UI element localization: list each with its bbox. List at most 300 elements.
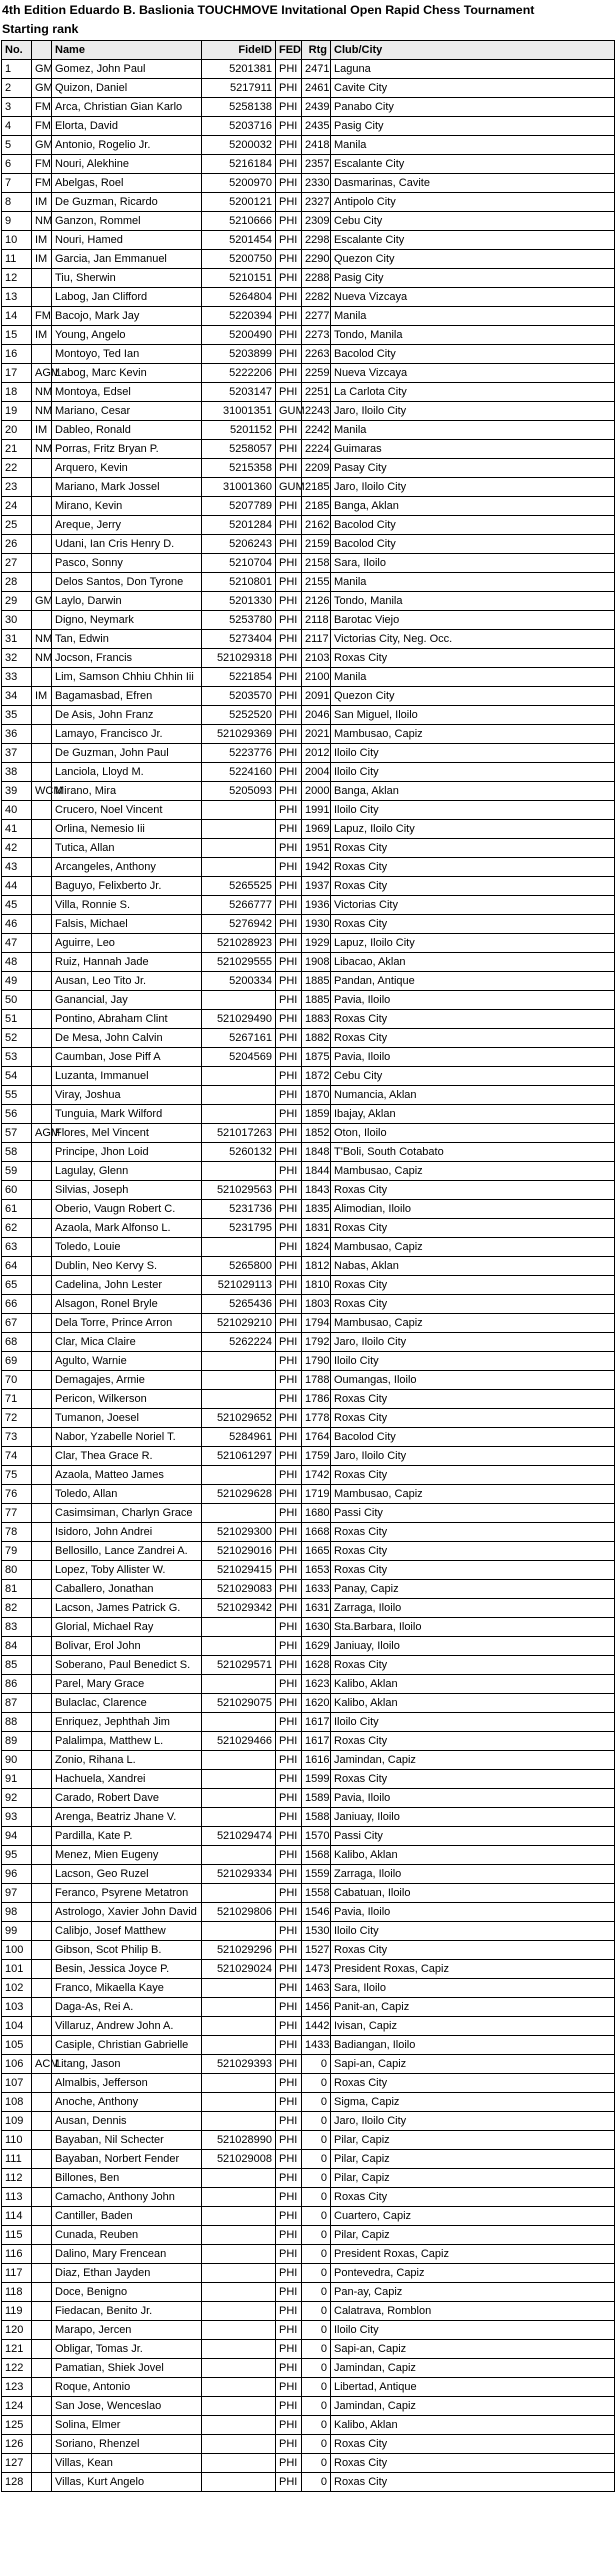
cell-name: Bagamasbad, Efren xyxy=(52,687,202,706)
cell-title xyxy=(32,2074,52,2093)
cell-fideid: 5207789 xyxy=(202,497,276,516)
table-row xyxy=(2,687,615,706)
cell-fed: PHI xyxy=(276,1067,302,1086)
cell-title xyxy=(32,1789,52,1808)
cell-rating: 1937 xyxy=(302,877,331,896)
table-row xyxy=(2,98,615,117)
cell-club-city: Escalante City xyxy=(331,155,615,174)
cell-club-city: Sta.Barbara, Iloilo xyxy=(331,1618,615,1637)
cell-name: Ganzon, Rommel xyxy=(52,212,202,231)
table-row xyxy=(2,1162,615,1181)
cell-fed: GUM xyxy=(276,478,302,497)
cell-number: 37 xyxy=(2,744,32,763)
cell-fed: PHI xyxy=(276,649,302,668)
cell-name: Pamatian, Shiek Jovel xyxy=(52,2359,202,2378)
cell-club-city: President Roxas, Capiz xyxy=(331,1960,615,1979)
cell-name: De Asis, John Franz xyxy=(52,706,202,725)
cell-rating: 0 xyxy=(302,2131,331,2150)
cell-name: Aguirre, Leo xyxy=(52,934,202,953)
cell-title xyxy=(32,1656,52,1675)
cell-club-city: Dasmarinas, Cavite xyxy=(331,174,615,193)
table-row xyxy=(2,592,615,611)
cell-fideid: 5273404 xyxy=(202,630,276,649)
cell-name: Tumanon, Joesel xyxy=(52,1409,202,1428)
table-row xyxy=(2,1295,615,1314)
cell-club-city: Numancia, Aklan xyxy=(331,1086,615,1105)
cell-fed: PHI xyxy=(276,706,302,725)
cell-number: 61 xyxy=(2,1200,32,1219)
cell-name: Azaola, Matteo James xyxy=(52,1466,202,1485)
cell-fideid: 5265525 xyxy=(202,877,276,896)
cell-number: 40 xyxy=(2,801,32,820)
table-row xyxy=(2,2397,615,2416)
cell-title xyxy=(32,478,52,497)
cell-title xyxy=(32,1105,52,1124)
cell-fideid: 5201454 xyxy=(202,231,276,250)
cell-fed: PHI xyxy=(276,2321,302,2340)
cell-number: 8 xyxy=(2,193,32,212)
cell-name: Viray, Joshua xyxy=(52,1086,202,1105)
cell-name: San Jose, Wenceslao xyxy=(52,2397,202,2416)
cell-number: 86 xyxy=(2,1675,32,1694)
cell-number: 93 xyxy=(2,1808,32,1827)
cell-fed: PHI xyxy=(276,592,302,611)
cell-rating: 1742 xyxy=(302,1466,331,1485)
cell-title xyxy=(32,725,52,744)
cell-fideid: 521029008 xyxy=(202,2150,276,2169)
cell-fed: PHI xyxy=(276,1808,302,1827)
cell-number: 48 xyxy=(2,953,32,972)
cell-fideid xyxy=(202,2359,276,2378)
table-row xyxy=(2,345,615,364)
cell-fed: PHI xyxy=(276,174,302,193)
cell-name: Villa, Ronnie S. xyxy=(52,896,202,915)
cell-name: Franco, Mikaella Kaye xyxy=(52,1979,202,1998)
cell-number: 19 xyxy=(2,402,32,421)
cell-fed: PHI xyxy=(276,896,302,915)
cell-number: 63 xyxy=(2,1238,32,1257)
cell-title xyxy=(32,1257,52,1276)
cell-fed: PHI xyxy=(276,2093,302,2112)
table-row xyxy=(2,1428,615,1447)
cell-title xyxy=(32,1523,52,1542)
cell-rating: 1473 xyxy=(302,1960,331,1979)
table-row xyxy=(2,1466,615,1485)
cell-fed: PHI xyxy=(276,573,302,592)
cell-name: De Mesa, John Calvin xyxy=(52,1029,202,1048)
table-row xyxy=(2,1789,615,1808)
cell-title xyxy=(32,1485,52,1504)
cell-club-city: Roxas City xyxy=(331,1276,615,1295)
table-row xyxy=(2,934,615,953)
cell-fed: PHI xyxy=(276,1333,302,1352)
cell-fed: PHI xyxy=(276,307,302,326)
cell-title xyxy=(32,1428,52,1447)
cell-fed: PHI xyxy=(276,1732,302,1751)
cell-title: IM xyxy=(32,231,52,250)
cell-club-city: Jaro, Iloilo City xyxy=(331,1333,615,1352)
starting-rank-table xyxy=(1,40,615,2492)
cell-fideid: 5217911 xyxy=(202,79,276,98)
cell-club-city: Manila xyxy=(331,136,615,155)
cell-fideid: 5201330 xyxy=(202,592,276,611)
cell-name: Bellosillo, Lance Zandrei A. xyxy=(52,1542,202,1561)
cell-rating: 0 xyxy=(302,2340,331,2359)
cell-fed: PHI xyxy=(276,953,302,972)
cell-fed: PHI xyxy=(276,2074,302,2093)
cell-number: 15 xyxy=(2,326,32,345)
cell-name: Caballero, Jonathan xyxy=(52,1580,202,1599)
cell-fed: PHI xyxy=(276,136,302,155)
cell-title: NM xyxy=(32,440,52,459)
cell-number: 3 xyxy=(2,98,32,117)
cell-number: 126 xyxy=(2,2435,32,2454)
cell-rating: 2288 xyxy=(302,269,331,288)
cell-club-city: Ivisan, Capiz xyxy=(331,2017,615,2036)
cell-rating: 1568 xyxy=(302,1846,331,1865)
cell-name: Gomez, John Paul xyxy=(52,60,202,79)
cell-number: 53 xyxy=(2,1048,32,1067)
cell-club-city: Panit-an, Capiz xyxy=(331,1998,615,2017)
cell-name: Baguyo, Felixberto Jr. xyxy=(52,877,202,896)
cell-title xyxy=(32,573,52,592)
cell-title xyxy=(32,2245,52,2264)
cell-rating: 1617 xyxy=(302,1732,331,1751)
cell-number: 27 xyxy=(2,554,32,573)
cell-rating: 2309 xyxy=(302,212,331,231)
cell-club-city: Jamindan, Capiz xyxy=(331,1751,615,1770)
cell-club-city: Laguna xyxy=(331,60,615,79)
cell-title xyxy=(32,2378,52,2397)
table-row xyxy=(2,573,615,592)
table-row xyxy=(2,668,615,687)
table-row xyxy=(2,1808,615,1827)
table-row xyxy=(2,60,615,79)
cell-fed: PHI xyxy=(276,934,302,953)
cell-title xyxy=(32,1542,52,1561)
cell-club-city: Roxas City xyxy=(331,1941,615,1960)
table-row xyxy=(2,1561,615,1580)
document-heading xyxy=(0,0,615,40)
cell-rating: 1803 xyxy=(302,1295,331,1314)
cell-title xyxy=(32,801,52,820)
cell-fed: PHI xyxy=(276,972,302,991)
cell-rating: 1628 xyxy=(302,1656,331,1675)
cell-club-city: Roxas City xyxy=(331,1181,615,1200)
cell-rating: 1786 xyxy=(302,1390,331,1409)
table-row xyxy=(2,2207,615,2226)
cell-number: 1 xyxy=(2,60,32,79)
cell-fed: PHI xyxy=(276,915,302,934)
cell-name: Arquero, Kevin xyxy=(52,459,202,478)
cell-club-city: Guimaras xyxy=(331,440,615,459)
cell-rating: 1546 xyxy=(302,1903,331,1922)
cell-rating: 2100 xyxy=(302,668,331,687)
table-row xyxy=(2,2188,615,2207)
cell-club-city: Zarraga, Iloilo xyxy=(331,1865,615,1884)
cell-club-city: Iloilo City xyxy=(331,1713,615,1732)
cell-fideid xyxy=(202,2454,276,2473)
cell-title xyxy=(32,1561,52,1580)
cell-number: 67 xyxy=(2,1314,32,1333)
cell-name: Montoyo, Ted Ian xyxy=(52,345,202,364)
cell-title xyxy=(32,953,52,972)
cell-rating: 0 xyxy=(302,2264,331,2283)
cell-fideid xyxy=(202,1675,276,1694)
cell-number: 52 xyxy=(2,1029,32,1048)
cell-club-city: Roxas City xyxy=(331,1732,615,1751)
cell-fed: PHI xyxy=(276,1371,302,1390)
cell-title xyxy=(32,1922,52,1941)
cell-title xyxy=(32,2017,52,2036)
cell-club-city: Sapi-an, Capiz xyxy=(331,2340,615,2359)
cell-club-city: Kalibo, Aklan xyxy=(331,1694,615,1713)
cell-number: 71 xyxy=(2,1390,32,1409)
cell-number: 108 xyxy=(2,2093,32,2112)
cell-title xyxy=(32,2359,52,2378)
cell-rating: 1570 xyxy=(302,1827,331,1846)
cell-fideid xyxy=(202,2473,276,2492)
cell-club-city: Roxas City xyxy=(331,2473,615,2492)
cell-title xyxy=(32,1219,52,1238)
cell-fideid: 5264804 xyxy=(202,288,276,307)
cell-number: 105 xyxy=(2,2036,32,2055)
cell-rating: 0 xyxy=(302,2169,331,2188)
cell-fed: PHI xyxy=(276,1010,302,1029)
cell-rating: 2021 xyxy=(302,725,331,744)
cell-club-city: Tondo, Manila xyxy=(331,326,615,345)
cell-fed: PHI xyxy=(276,2245,302,2264)
table-row xyxy=(2,421,615,440)
cell-title xyxy=(32,1998,52,2017)
cell-title xyxy=(32,1846,52,1865)
cell-club-city: Bacolod City xyxy=(331,535,615,554)
cell-fed: PHI xyxy=(276,611,302,630)
cell-fed: PHI xyxy=(276,383,302,402)
cell-name: Tan, Edwin xyxy=(52,630,202,649)
cell-club-city: Pavia, Iloilo xyxy=(331,1903,615,1922)
cell-name: Roque, Antonio xyxy=(52,2378,202,2397)
cell-rating: 2004 xyxy=(302,763,331,782)
cell-fideid xyxy=(202,820,276,839)
table-row xyxy=(2,1200,615,1219)
cell-club-city: Roxas City xyxy=(331,1219,615,1238)
cell-fideid: 5258138 xyxy=(202,98,276,117)
cell-rating: 2435 xyxy=(302,117,331,136)
cell-name: Cantiller, Baden xyxy=(52,2207,202,2226)
cell-fideid: 5221854 xyxy=(202,668,276,687)
cell-title xyxy=(32,1409,52,1428)
cell-number: 95 xyxy=(2,1846,32,1865)
cell-title xyxy=(32,2302,52,2321)
cell-rating: 1942 xyxy=(302,858,331,877)
cell-title: IM xyxy=(32,326,52,345)
col-header-fideid: FideID xyxy=(202,41,276,60)
cell-club-city: Passi City xyxy=(331,1827,615,1846)
cell-fideid: 5203899 xyxy=(202,345,276,364)
cell-fideid xyxy=(202,2036,276,2055)
cell-fed: PHI xyxy=(276,1580,302,1599)
table-row xyxy=(2,877,615,896)
cell-title xyxy=(32,1371,52,1390)
cell-title xyxy=(32,1884,52,1903)
cell-club-city: Roxas City xyxy=(331,915,615,934)
table-row xyxy=(2,2093,615,2112)
cell-name: Hachuela, Xandrei xyxy=(52,1770,202,1789)
cell-rating: 1599 xyxy=(302,1770,331,1789)
table-row xyxy=(2,991,615,1010)
cell-rating: 2155 xyxy=(302,573,331,592)
cell-club-city: Barotac Viejo xyxy=(331,611,615,630)
cell-rating: 1870 xyxy=(302,1086,331,1105)
cell-name: Diaz, Ethan Jayden xyxy=(52,2264,202,2283)
table-row xyxy=(2,535,615,554)
cell-name: Nabor, Yzabelle Noriel T. xyxy=(52,1428,202,1447)
cell-title: NM xyxy=(32,402,52,421)
cell-fed: PHI xyxy=(276,668,302,687)
table-row xyxy=(2,1998,615,2017)
cell-name: Antonio, Rogelio Jr. xyxy=(52,136,202,155)
cell-title xyxy=(32,1067,52,1086)
cell-title: NM xyxy=(32,383,52,402)
cell-club-city: Pasig City xyxy=(331,117,615,136)
cell-club-city: Kalibo, Aklan xyxy=(331,1675,615,1694)
cell-title xyxy=(32,1314,52,1333)
cell-rating: 0 xyxy=(302,2150,331,2169)
cell-club-city: Roxas City xyxy=(331,877,615,896)
cell-fideid: 521061297 xyxy=(202,1447,276,1466)
cell-name: Nouri, Alekhine xyxy=(52,155,202,174)
cell-club-city: Pan-ay, Capiz xyxy=(331,2283,615,2302)
cell-club-city: Bacolod City xyxy=(331,516,615,535)
cell-rating: 1433 xyxy=(302,2036,331,2055)
cell-fed: PHI xyxy=(276,1105,302,1124)
cell-club-city: Roxas City xyxy=(331,1390,615,1409)
cell-name: Tiu, Sherwin xyxy=(52,269,202,288)
table-row xyxy=(2,212,615,231)
cell-rating: 0 xyxy=(302,2188,331,2207)
cell-name: Elorta, David xyxy=(52,117,202,136)
cell-club-city: Iloilo City xyxy=(331,801,615,820)
cell-fed: PHI xyxy=(276,1960,302,1979)
cell-number: 122 xyxy=(2,2359,32,2378)
cell-club-city: Pilar, Capiz xyxy=(331,2226,615,2245)
cell-fed: PHI xyxy=(276,2150,302,2169)
cell-number: 127 xyxy=(2,2454,32,2473)
cell-title xyxy=(32,1238,52,1257)
cell-rating: 2046 xyxy=(302,706,331,725)
cell-fed: PHI xyxy=(276,421,302,440)
cell-fideid xyxy=(202,1504,276,1523)
table-row xyxy=(2,554,615,573)
cell-title xyxy=(32,2169,52,2188)
table-row xyxy=(2,858,615,877)
cell-club-city: Roxas City xyxy=(331,1409,615,1428)
cell-name: Villas, Kean xyxy=(52,2454,202,2473)
table-row xyxy=(2,1257,615,1276)
table-row xyxy=(2,1238,615,1257)
cell-name: Flores, Mel Vincent xyxy=(52,1124,202,1143)
cell-title xyxy=(32,2207,52,2226)
cell-fed: PHI xyxy=(276,2017,302,2036)
cell-fed: PHI xyxy=(276,2435,302,2454)
cell-fideid xyxy=(202,1371,276,1390)
cell-fideid xyxy=(202,1086,276,1105)
table-row xyxy=(2,763,615,782)
cell-club-city: Cavite City xyxy=(331,79,615,98)
col-header-number: No. xyxy=(2,41,32,60)
cell-number: 83 xyxy=(2,1618,32,1637)
cell-club-city: Janiuay, Iloilo xyxy=(331,1637,615,1656)
cell-fideid: 5201381 xyxy=(202,60,276,79)
cell-fideid: 521029369 xyxy=(202,725,276,744)
cell-rating: 2461 xyxy=(302,79,331,98)
cell-title: GM xyxy=(32,60,52,79)
cell-club-city: Nueva Vizcaya xyxy=(331,288,615,307)
table-body xyxy=(2,60,615,2492)
cell-fed: PHI xyxy=(276,60,302,79)
cell-title xyxy=(32,839,52,858)
cell-title: NM xyxy=(32,649,52,668)
cell-fideid: 521029318 xyxy=(202,649,276,668)
cell-club-city: Iloilo City xyxy=(331,1922,615,1941)
cell-fed: PHI xyxy=(276,1409,302,1428)
cell-title xyxy=(32,1960,52,1979)
table-row xyxy=(2,725,615,744)
cell-name: Mariano, Mark Jossel xyxy=(52,478,202,497)
cell-fed: PHI xyxy=(276,1789,302,1808)
cell-fed: PHI xyxy=(276,1314,302,1333)
cell-number: 34 xyxy=(2,687,32,706)
cell-fideid xyxy=(202,1390,276,1409)
cell-name: Delos Santos, Don Tyrone xyxy=(52,573,202,592)
cell-name: Garcia, Jan Emmanuel xyxy=(52,250,202,269)
cell-name: Caumban, Jose Piff A xyxy=(52,1048,202,1067)
cell-name: Enriquez, Jephthah Jim xyxy=(52,1713,202,1732)
cell-number: 28 xyxy=(2,573,32,592)
cell-club-city: Manila xyxy=(331,668,615,687)
cell-title: GM xyxy=(32,79,52,98)
cell-title xyxy=(32,1770,52,1789)
cell-title xyxy=(32,744,52,763)
cell-name: Lacson, James Patrick G. xyxy=(52,1599,202,1618)
cell-rating: 2185 xyxy=(302,478,331,497)
cell-title xyxy=(32,1029,52,1048)
cell-fideid xyxy=(202,858,276,877)
cell-rating: 1559 xyxy=(302,1865,331,1884)
cell-rating: 1885 xyxy=(302,991,331,1010)
cell-rating: 1812 xyxy=(302,1257,331,1276)
cell-club-city: Roxas City xyxy=(331,858,615,877)
cell-name: Solina, Elmer xyxy=(52,2416,202,2435)
cell-fideid: 521029083 xyxy=(202,1580,276,1599)
cell-fideid: 5231795 xyxy=(202,1219,276,1238)
table-row xyxy=(2,1770,615,1789)
cell-fideid: 5206243 xyxy=(202,535,276,554)
cell-number: 97 xyxy=(2,1884,32,1903)
cell-club-city: Panay, Capiz xyxy=(331,1580,615,1599)
cell-title xyxy=(32,554,52,573)
cell-rating: 1616 xyxy=(302,1751,331,1770)
cell-name: Ausan, Dennis xyxy=(52,2112,202,2131)
table-row xyxy=(2,611,615,630)
cell-number: 89 xyxy=(2,1732,32,1751)
table-row xyxy=(2,1010,615,1029)
cell-fideid: 5276942 xyxy=(202,915,276,934)
cell-number: 18 xyxy=(2,383,32,402)
cell-number: 110 xyxy=(2,2131,32,2150)
cell-number: 57 xyxy=(2,1124,32,1143)
